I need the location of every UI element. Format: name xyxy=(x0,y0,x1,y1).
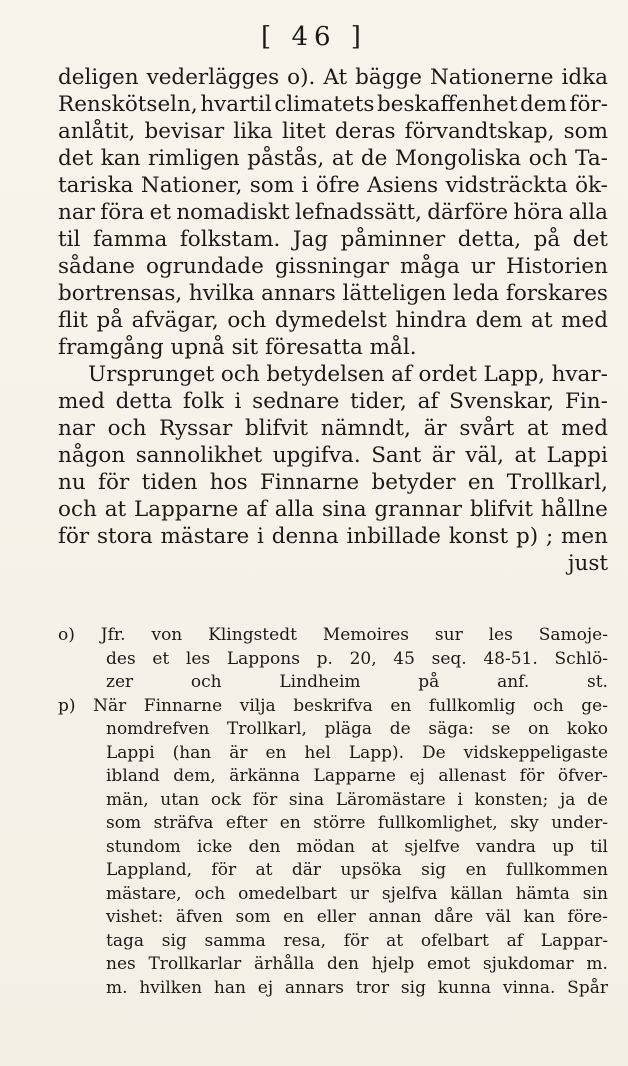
footnotes-line: ibland dem, ärkänna Lapparne ej allenast för öfver- xyxy=(106,766,608,786)
footnotes-line: zer och Lindheim på anf. st. xyxy=(106,672,608,692)
main_text-line: med detta folk i sednare tider, af Svenskar, Fin- xyxy=(58,389,608,414)
footnotes-line: nomdrefven Trollkarl, pläga de säga: se on koko xyxy=(106,719,608,739)
footnotes-line: mästare, och omedelbart ur sjelfva källan hämta sin xyxy=(106,883,608,904)
main_text-line: någon sannolikhet upgifva. Sant är väl, at Lappi xyxy=(58,443,608,468)
footnotes-line: stundom icke den mödan at sjelfve vandra up til xyxy=(106,836,608,857)
footnotes-line: som sträfva efter en större fullkomlighet, sky under- xyxy=(106,813,608,833)
main_text-line: det kan rimligen påstås, at de Mongoliska och Ta- xyxy=(58,146,608,171)
footnotes-line: des et les Lappons p. 20, 45 seq. 48-51. Schlö- xyxy=(106,648,608,669)
main_text-line: nar och Ryssar blifvit nämndt, är svårt at med xyxy=(58,416,608,441)
main_text-line: flit på afvägar, och dymedelst hindra dem at med xyxy=(58,308,608,333)
main_text-line: bortrensas, hvilka annars lätteligen leda forskares xyxy=(58,281,608,306)
footnotes-line: taga sig samma resa, för at ofelbart af Lappar- xyxy=(106,930,608,951)
main_text-line: framgång upnå sit föresatta mål. xyxy=(58,335,417,360)
main_text-line: just xyxy=(567,551,608,576)
main_text-line: til famma folkstam. Jag påminner detta, på det xyxy=(58,227,608,252)
footnotes-line: m. hvilken han ej annars tror sig kunna vinna. Spår xyxy=(106,977,608,998)
main_text-line: Renskötseln, hvartil climatets beskaffenhet dem för- xyxy=(58,92,608,117)
main-text xyxy=(58,64,608,577)
footnotes-line: nes Trollkarlar ärhålla den hjelp emot sjukdomar m. xyxy=(106,954,608,974)
main_text-line: och at Lapparne af alla sina grannar blifvit hållne xyxy=(58,497,608,522)
footnotes-line: Lappi (han är en hel Lapp). De vidskeppeligaste xyxy=(106,742,608,763)
main_text-line: sådane ogrundade gissningar måga ur Historien xyxy=(58,254,608,279)
main_text-line: nar föra et nomadiskt lefnadssätt, därföre höra alla xyxy=(58,200,608,225)
footnotes-line: vishet: äfven som en eller annan dåre väl kan före- xyxy=(106,907,608,927)
footnotes xyxy=(58,624,608,1000)
footnotes-line: män, utan ock för sina Läromästare i konsten; ja de xyxy=(106,789,608,810)
main_text-line: för stora mästare i denna inbillade konst p) ; men xyxy=(58,524,608,549)
footnotes-line: o) Jfr. von Klingstedt Memoires sur les Samoje- xyxy=(58,625,608,645)
main_text-line: tariska Nationer, som i öfre Asiens vidsträckta ök- xyxy=(58,173,608,198)
page-number: [ 46 ] xyxy=(261,22,367,52)
main_text-line: deligen vederlägges o). At bägge Nationerne idka xyxy=(58,65,608,90)
main_text-line: anlåtit, bevisar lika litet deras förvandtskap, som xyxy=(58,119,608,144)
main_text-line: nu för tiden hos Finnarne betyder en Trollkarl, xyxy=(58,470,608,495)
footnotes-line: Lappland, för at där upsöka sig en fullkommen xyxy=(106,860,608,880)
footnotes-line: p) När Finnarne vilja beskrifva en fullkomlig och ge- xyxy=(58,695,608,716)
main_text-line: Ursprunget och betydelsen af ordet Lapp, hvar- xyxy=(88,362,608,387)
